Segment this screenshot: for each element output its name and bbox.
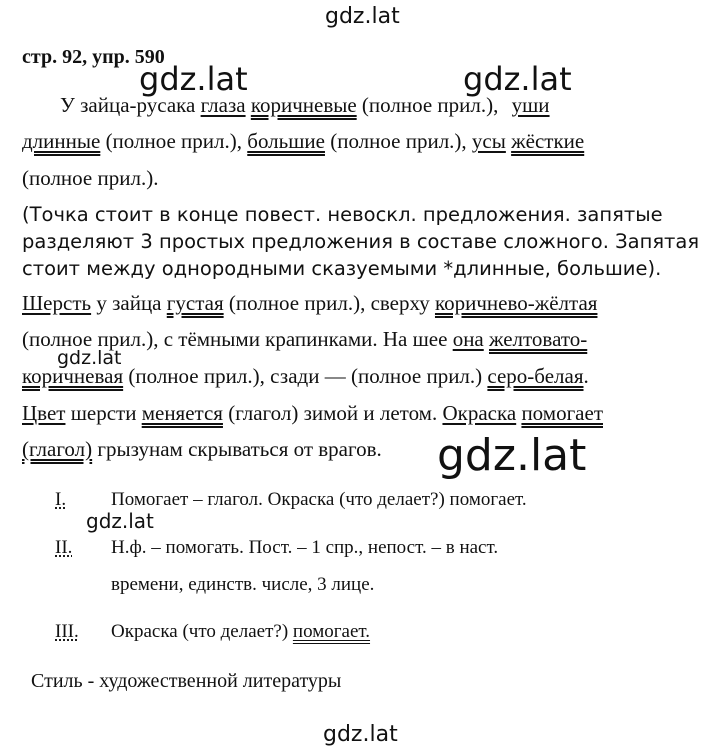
- analysis-subject: Окраска (что делает?): [111, 621, 289, 642]
- predicate-word: длинные: [22, 129, 101, 153]
- word: шерсти: [70, 401, 137, 425]
- watermark: gdz.lat: [57, 347, 122, 369]
- predicate-word: (глагол): [22, 437, 93, 461]
- watermark: gdz.lat: [463, 60, 572, 98]
- analysis-number: II.: [55, 537, 73, 558]
- predicate-word: жёсткие: [511, 129, 585, 153]
- subject-word: Шерсть: [22, 291, 92, 315]
- analysis-text-continued: времени, единств. числе, 3 лице.: [111, 574, 375, 595]
- note-text: (полное прил.), сверху: [228, 291, 430, 315]
- note-text: (полное прил.),: [105, 129, 243, 153]
- style-line: Стиль - художественной литературы: [31, 670, 342, 692]
- subject-word: уши: [511, 93, 550, 117]
- note-text: (глагол) зимой и летом.: [228, 401, 438, 425]
- predicate-word: густая: [166, 291, 224, 315]
- subject-word: Окраска: [442, 401, 517, 425]
- word: у зайца: [96, 291, 162, 315]
- analysis-text: [111, 621, 370, 643]
- paragraph-line: [22, 437, 382, 462]
- analysis-number: I.: [55, 489, 67, 510]
- word: грызунам скрываться от врагов.: [97, 437, 382, 461]
- analysis-number: III.: [55, 621, 79, 642]
- note-text: (полное прил.), сзади — (полное прил.): [128, 364, 483, 388]
- subject-word: глаза: [200, 93, 246, 117]
- paragraph-line: [60, 93, 550, 118]
- paragraph-line: (полное прил.).: [22, 166, 159, 190]
- predicate-word: коричнево-жёлтая: [434, 291, 598, 315]
- predicate-word: серо-белая: [487, 364, 584, 388]
- subject-word: она: [452, 327, 484, 351]
- analysis-text: Н.ф. – помогать. Пост. – 1 спр., непост. – в наст.: [111, 537, 499, 558]
- watermark: gdz.lat: [86, 509, 154, 533]
- predicate-word: большие: [247, 129, 325, 153]
- analysis-predicate: помогает.: [292, 621, 371, 642]
- explanation-line: разделяют 3 простых предложения в составе сложного. Запятая: [22, 230, 700, 253]
- punctuation: .: [583, 364, 589, 388]
- subject-word: усы: [471, 129, 506, 153]
- note-text: (полное прил.), с тёмными крапинками. На шее: [22, 327, 448, 351]
- word: зайца-русака: [80, 93, 196, 117]
- note-text: (полное прил.),: [361, 93, 499, 117]
- word: У: [60, 93, 75, 117]
- predicate-word: помогает: [521, 401, 603, 425]
- note-text: (полное прил.),: [330, 129, 467, 153]
- paragraph-line: [22, 327, 587, 352]
- watermark: gdz.lat: [323, 722, 398, 747]
- predicate-word: желтовато-: [489, 327, 588, 351]
- paragraph-line: [22, 364, 589, 389]
- predicate-word: коричневые: [250, 93, 357, 117]
- subject-word: Цвет: [22, 401, 66, 425]
- paragraph-line: [22, 129, 584, 154]
- watermark: gdz.lat: [437, 430, 587, 481]
- page-reference: стр. 92, упр. 590: [22, 46, 165, 68]
- watermark: gdz.lat: [139, 60, 248, 98]
- explanation-line: (Точка стоит в конце повест. невоскл. предложения. запятые: [22, 203, 663, 226]
- watermark: gdz.lat: [325, 4, 400, 29]
- predicate-word: меняется: [141, 401, 223, 425]
- paragraph-line: [22, 401, 603, 426]
- predicate-word: коричневая: [22, 364, 124, 388]
- paragraph-line: [22, 291, 597, 316]
- analysis-text: Помогает – глагол. Окраска (что делает?) помогает.: [111, 489, 527, 510]
- explanation-line: стоит между однородными сказуемыми *длинные, большие).: [22, 257, 662, 280]
